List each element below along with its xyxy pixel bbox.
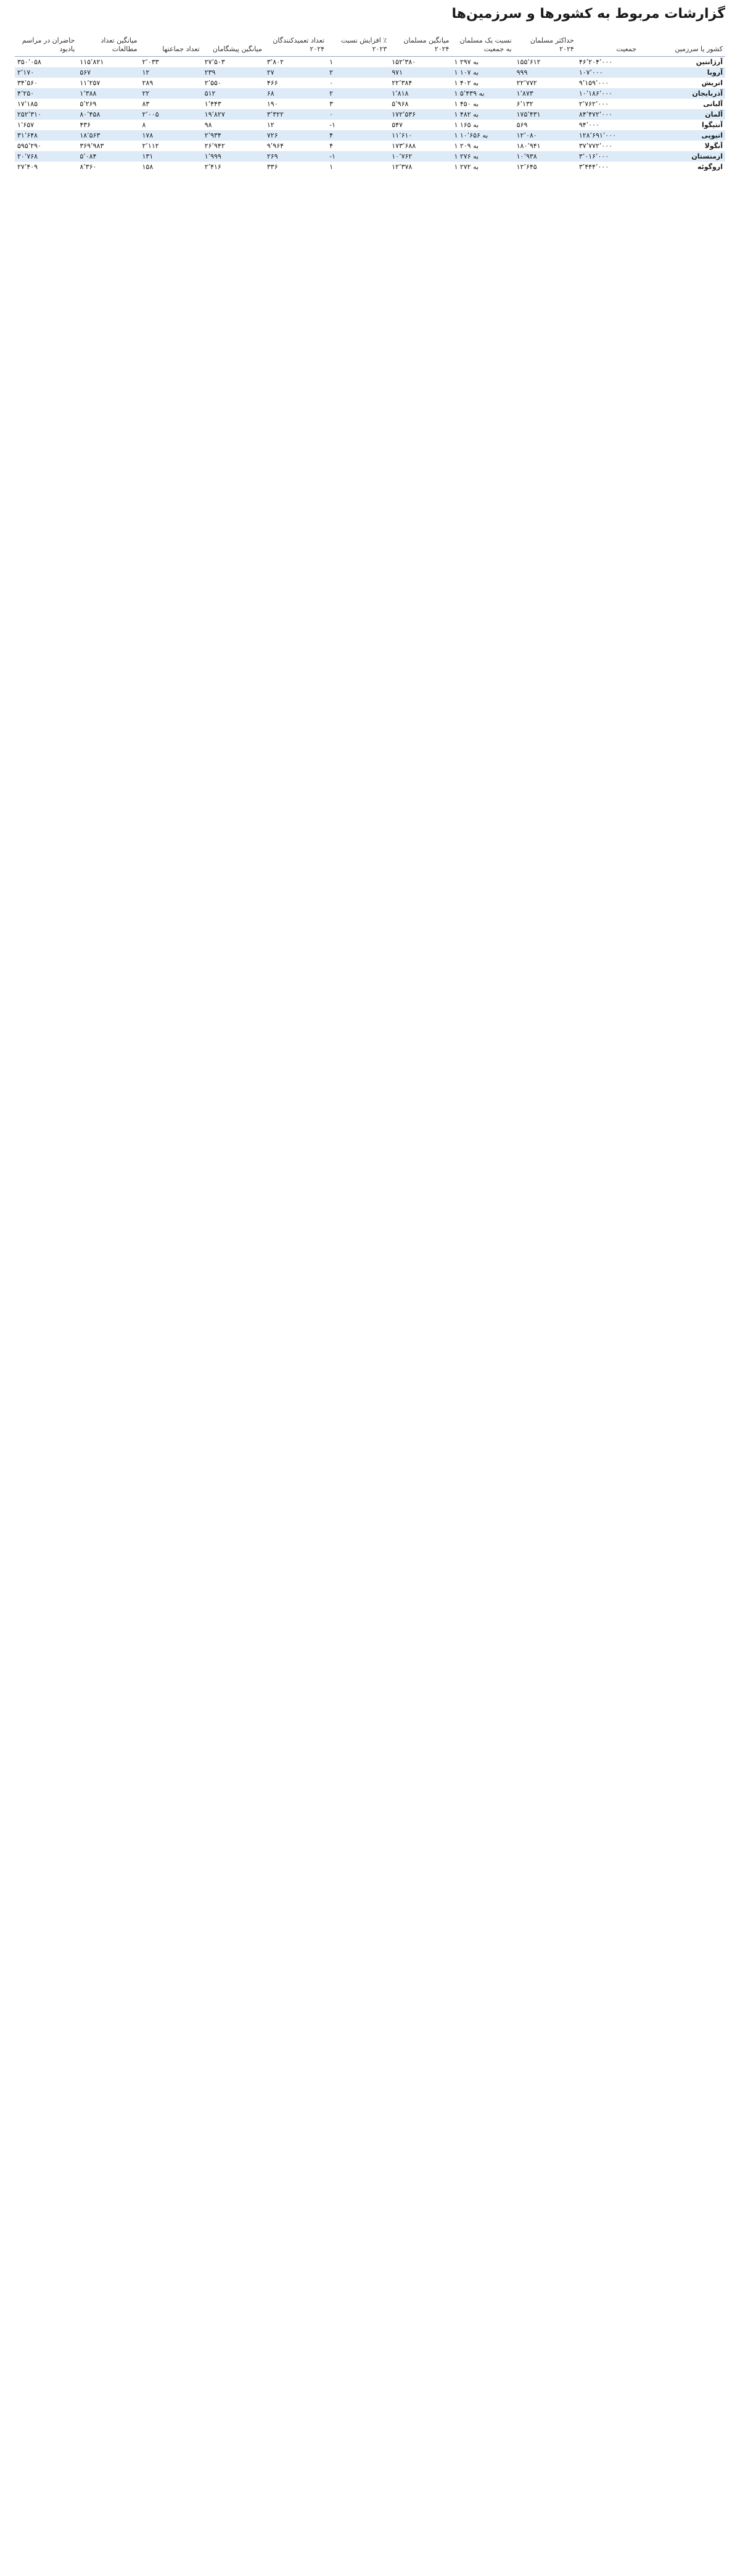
column-header: میانگین پیشگامان [202,35,265,56]
table-cell: ۱ [329,57,333,66]
table-cell: ۱۰٬۷۶۲ [389,151,451,162]
table-cell: ۲۶۹ [265,151,327,162]
table-row [15,141,725,151]
country-name-cell: آروبا [639,67,725,78]
table-cell: ۰ [329,78,333,87]
table-cell: ۲٬۰۳۳ [142,57,159,66]
table-cell: ۹٬۹۶۴ [266,141,284,150]
table-cell: ۱٬۶۵۷ [17,120,35,129]
table-cell: ۱۱۵٬۸۲۱ [80,57,104,66]
table-cell: ۱ [329,162,333,171]
table-cell: ۲۰٬۷۶۸ [15,151,77,162]
table-cell: ۱۱٬۲۵۷ [80,78,101,87]
page-title: گزارشات مربوط به کشورها و سرزمین‌ها [451,6,725,22]
table-cell: ۱۲٬۶۴۵ [516,162,537,171]
table-cell: ۱۷۳٬۶۸۸ [392,141,416,150]
table-cell: ۲٬۷۶۲٬۰۰۰ [578,99,609,108]
table-cell: ۲ [327,67,389,78]
table-cell: ۲٬۴۱۶ [204,162,221,171]
table-cell: ۵۶۹ [516,120,528,129]
column-header: حاضران در مراسم یادبود [15,35,77,56]
header-row [15,35,725,56]
table-cell: ۲٬۱۷۰ [15,67,77,78]
country-name-cell: آرژانتین [696,57,723,66]
table-cell: ۵٬۹۶۸ [392,99,409,108]
table-cell: ۱۸۰٬۹۴۱ [516,141,541,150]
table-cell: ۱۰٬۱۸۶٬۰۰۰ [577,88,639,99]
table-cell: ۱ به ۱۶۵ [454,120,479,129]
table-cell: ۱۷٬۱۸۵ [17,99,38,108]
table-cell: ۶۸ [265,88,327,99]
table-cell: ۲۳۹ [202,67,265,78]
table-cell: ۷۲۶ [265,130,327,141]
table-cell: ۳۴٬۵۶۰ [17,78,38,87]
table-cell: ۱۳۱ [140,151,202,162]
table-cell: ۳٬۴۴۴٬۰۰۰ [578,162,609,171]
table-cell: ۵٬۰۸۴ [77,151,139,162]
table-cell: ۴۶٬۲۰۴٬۰۰۰ [578,57,613,66]
table-cell: ۱٬۹۹۹ [202,151,265,162]
table-row [15,67,725,78]
table-row [15,162,725,172]
table-cell: ۸٬۳۶۰ [80,162,97,171]
table-row [15,130,725,141]
table-cell: ۳٬۳۲۲ [265,109,327,120]
column-header: میانگین مسلمان ۲۰۲۴ [389,35,451,56]
table-cell: ۱٬۳۸۸ [77,88,139,99]
table-cell: ۱۱٬۶۱۰ [389,130,451,141]
table-cell: -۱ [329,120,335,129]
table-cell: ۱۰۷٬۰۰۰ [577,67,639,78]
table-cell: ۱ به ۴۰۲ [454,78,479,87]
table-cell: ۸۰٬۴۵۸ [77,109,139,120]
country-table [15,35,725,172]
table-cell: ۴۶۶ [266,78,278,87]
column-header: کشور یا سرزمین [639,35,725,56]
table-cell: ۱ به ۴۵۰ [454,99,479,108]
table-row [15,109,725,120]
table-cell: ۱ به ۴۸۲ [451,109,514,120]
table-cell: ۴ [327,130,389,141]
table-cell: ۱ به ۲۷۶ [451,151,514,162]
country-name-cell: آنگولا [704,141,723,150]
table-cell: ۰ [327,109,389,120]
table-cell: ۲۲ [140,88,202,99]
column-header: تعداد جماعتها [140,35,202,56]
table-cell: ۱۷۸ [140,130,202,141]
table-cell: ۳۱٬۶۴۸ [15,130,77,141]
table-cell: ۱۰٬۹۳۸ [514,151,577,162]
table-cell: ۸۴٬۴۷۲٬۰۰۰ [577,109,639,120]
table-cell: ۱ به ۲۰۹ [454,141,479,150]
column-header: حداکثر مسلمان ۲۰۲۴ [514,35,577,56]
table-row [15,120,725,130]
table-cell: ۴۳۶ [80,120,91,129]
table-cell: ۱۷۵٬۴۳۱ [514,109,577,120]
table-cell: ۲٬۱۱۲ [142,141,159,150]
table-row [15,99,725,109]
country-name-cell: آنتیگوا [702,120,723,129]
table-cell: ۲۲٬۳۸۴ [392,78,413,87]
table-cell: ۲۵۲٬۳۱۰ [15,109,77,120]
table-cell: ۱۹٬۸۲۷ [202,109,265,120]
table-cell: -۱ [327,151,389,162]
table-cell: ۲٬۵۵۰ [204,78,221,87]
table-cell: ۱۵۵٬۶۱۲ [516,57,541,66]
table-cell: ۱ به ۱۰۷ [451,67,514,78]
table-row [15,78,725,88]
country-name-cell: اروگوئه [697,162,723,171]
table-cell: ۱٬۸۷۳ [514,88,577,99]
country-name-cell: آذربایجان [639,88,725,99]
country-name-cell: آلبانی [703,99,723,108]
table-row [15,88,725,99]
table-row [15,56,725,67]
table-cell: ۱۹۰ [266,99,278,108]
table-cell: ۵۴۷ [392,120,403,129]
country-name-cell: آلمان [639,109,725,120]
table-cell: ۱۲۸٬۶۹۱٬۰۰۰ [577,130,639,141]
table-cell: ۵۱۲ [202,88,265,99]
table-cell: ۵٬۲۶۹ [80,99,97,108]
table-row [15,151,725,162]
table-cell: ۳٬۸۰۲ [266,57,284,66]
table-cell: ۳۶۹٬۹۸۳ [80,141,104,150]
table-cell: ۱۲ [140,67,202,78]
column-header: میانگین تعداد مطالعات [77,35,139,56]
table-cell: ۸۳ [142,99,150,108]
table-cell: ۱۲٬۰۸۰ [514,130,577,141]
table-cell: ۲۷٬۵۰۳ [204,57,225,66]
table-cell: ۲٬۹۳۴ [202,130,265,141]
table-cell: ۹۷۱ [389,67,451,78]
table-cell: ۹۸ [204,120,212,129]
table-cell: ۱ به ۲۷۲ [454,162,479,171]
table-cell: ۵۶۷ [77,67,139,78]
column-header: نسبت یک مسلمان به جمعیت [451,35,514,56]
table-cell: ۳۵۰٬۰۵۸ [17,57,41,66]
table-cell: ۲۶٬۹۴۲ [204,141,225,150]
table-cell: ۴ [329,141,333,150]
table-cell: ۱۵۲٬۳۸۰ [392,57,416,66]
country-name-cell: ارمنستان [639,151,725,162]
country-name-cell: اتریش [701,78,723,87]
table-cell: ۱۵۸ [142,162,154,171]
table-cell: ۱۷۲٬۵۳۶ [389,109,451,120]
table-cell: ۱٬۸۱۸ [389,88,451,99]
table-cell: ۳ [329,99,333,108]
table-cell: ۱۸٬۵۶۳ [77,130,139,141]
table-cell: ۴٬۲۵۰ [15,88,77,99]
table-cell: ۹٬۱۵۹٬۰۰۰ [578,78,609,87]
table-cell: ۹۴٬۰۰۰ [578,120,599,129]
table-cell: ۵۹۵٬۲۹۰ [17,141,41,150]
table-cell: ۱ به ۲۹۷ [454,57,479,66]
country-name-cell: اتیوپی [639,130,725,141]
table-cell: ۲ [327,88,389,99]
table-cell: ۲۸۹ [142,78,154,87]
table-cell: ۱۲ [266,120,274,129]
table-cell: ۲۷ [265,67,327,78]
table-cell: ۳۳۶ [266,162,278,171]
table-cell: ۱ به ۵٬۴۳۹ [451,88,514,99]
table-cell: ۱٬۴۴۳ [204,99,221,108]
table-section [15,35,725,172]
table-cell: ۱۲٬۳۷۸ [392,162,413,171]
table-cell: ۶٬۱۳۲ [516,99,533,108]
table-cell: ۳٬۰۱۶٬۰۰۰ [577,151,639,162]
table-cell: ۲٬۰۰۵ [140,109,202,120]
column-header: تعداد تعمیدکنندگان ۲۰۲۴ [265,35,327,56]
table-cell: ۲۷٬۴۰۹ [17,162,38,171]
table-cell: ۲۲٬۷۷۲ [516,78,537,87]
column-header: ٪ افزایش نسبت ۲۰۲۳ [327,35,389,56]
column-header: جمعیت [577,35,639,56]
table-cell: ۱ به ۱۰٬۶۵۶ [451,130,514,141]
table-cell: ۳۷٬۷۷۲٬۰۰۰ [578,141,613,150]
table-cell: ۹۹۹ [514,67,577,78]
table-cell: ۸ [142,120,146,129]
